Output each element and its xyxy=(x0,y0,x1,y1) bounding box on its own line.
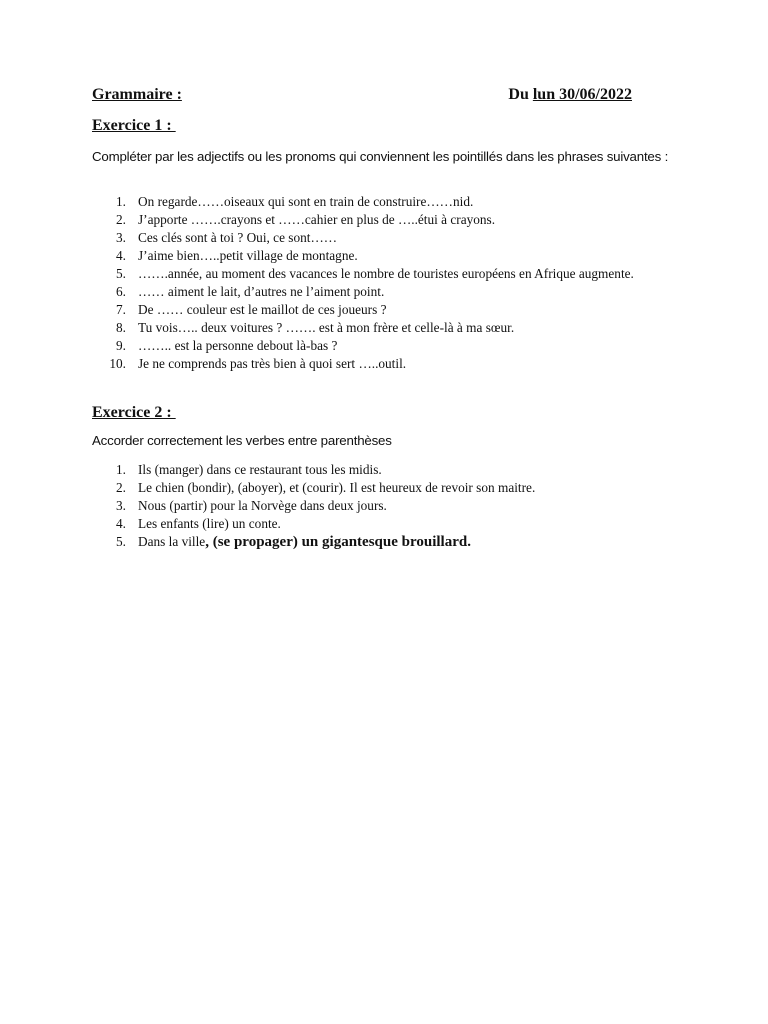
item-number: 9. xyxy=(116,338,126,353)
list-item xyxy=(92,461,672,479)
list-item xyxy=(92,229,672,247)
item-number: 2. xyxy=(116,212,126,227)
list-item xyxy=(92,337,672,355)
item-text: Je ne comprends pas très bien à quoi sert …..outil. xyxy=(138,356,407,371)
item-number: 7. xyxy=(116,302,126,317)
date-value: lun 30/06/2022 xyxy=(532,86,632,103)
item-number: 4. xyxy=(116,248,126,263)
item-number: 8. xyxy=(116,320,126,335)
exercise-2-list xyxy=(92,461,672,551)
item-text: Ils (manger) dans ce restaurant tous les midis. xyxy=(138,462,382,477)
list-item xyxy=(92,479,672,497)
list-item xyxy=(92,319,672,337)
item-text: J’apporte …….crayons et ……cahier en plus de …..étui à crayons. xyxy=(138,212,496,227)
item-text-plain: Dans la ville xyxy=(138,534,206,549)
item-number: 4. xyxy=(116,516,126,531)
list-item xyxy=(92,211,672,229)
item-number: 10. xyxy=(109,356,126,371)
item-number: 1. xyxy=(116,194,126,209)
list-item xyxy=(92,515,672,533)
item-text: Tu vois….. deux voitures ? ……. est à mon frère et celle-là à ma sœur. xyxy=(138,320,515,335)
item-number: 3. xyxy=(116,498,126,513)
item-number: 5. xyxy=(116,266,126,281)
item-number: 2. xyxy=(116,480,126,495)
item-text: Ces clés sont à toi ? Oui, ce sont…… xyxy=(138,230,338,245)
header-row xyxy=(92,86,632,108)
list-item xyxy=(92,497,672,515)
item-number: 1. xyxy=(116,462,126,477)
list-item xyxy=(92,193,672,211)
exercise-1-instruction: Compléter par les adjectifs ou les pronoms qui conviennent les pointillés dans les phrases suivantes : xyxy=(92,149,669,164)
list-item xyxy=(92,301,672,319)
item-text: …….année, au moment des vacances le nombre de touristes européens en Afrique augmente. xyxy=(138,266,634,281)
item-number: 6. xyxy=(116,284,126,299)
list-item xyxy=(92,247,672,265)
item-text: De …… couleur est le maillot de ces joueurs ? xyxy=(138,302,387,317)
item-text-bold: , (se propager) un gigantesque brouillard. xyxy=(205,534,471,550)
item-number: 5. xyxy=(116,534,126,549)
list-item xyxy=(92,283,672,301)
page-title: Grammaire : xyxy=(92,86,182,103)
exercise-2-title: Exercice 2 : xyxy=(92,404,176,421)
list-item xyxy=(92,265,672,283)
item-text: …… aiment le lait, d’autres ne l’aiment point. xyxy=(138,284,385,299)
date-prefix: Du xyxy=(508,86,533,103)
item-text: J’aime bien…..petit village de montagne. xyxy=(138,248,358,263)
item-text: Nous (partir) pour la Norvège dans deux jours. xyxy=(138,498,387,513)
list-item xyxy=(92,533,672,551)
item-text: …….. est la personne debout là-bas ? xyxy=(138,338,338,353)
list-item xyxy=(92,355,672,373)
exercise-2-instruction: Accorder correctement les verbes entre parenthèses xyxy=(92,433,392,448)
date-line xyxy=(508,86,632,104)
item-text: Le chien (bondir), (aboyer), et (courir). Il est heureux de revoir son maitre. xyxy=(138,480,536,495)
exercise-1-title: Exercice 1 : xyxy=(92,117,176,134)
exercise-1-list xyxy=(92,193,672,373)
item-text: On regarde……oiseaux qui sont en train de construire……nid. xyxy=(138,194,474,209)
item-text: Les enfants (lire) un conte. xyxy=(138,516,281,531)
item-number: 3. xyxy=(116,230,126,245)
